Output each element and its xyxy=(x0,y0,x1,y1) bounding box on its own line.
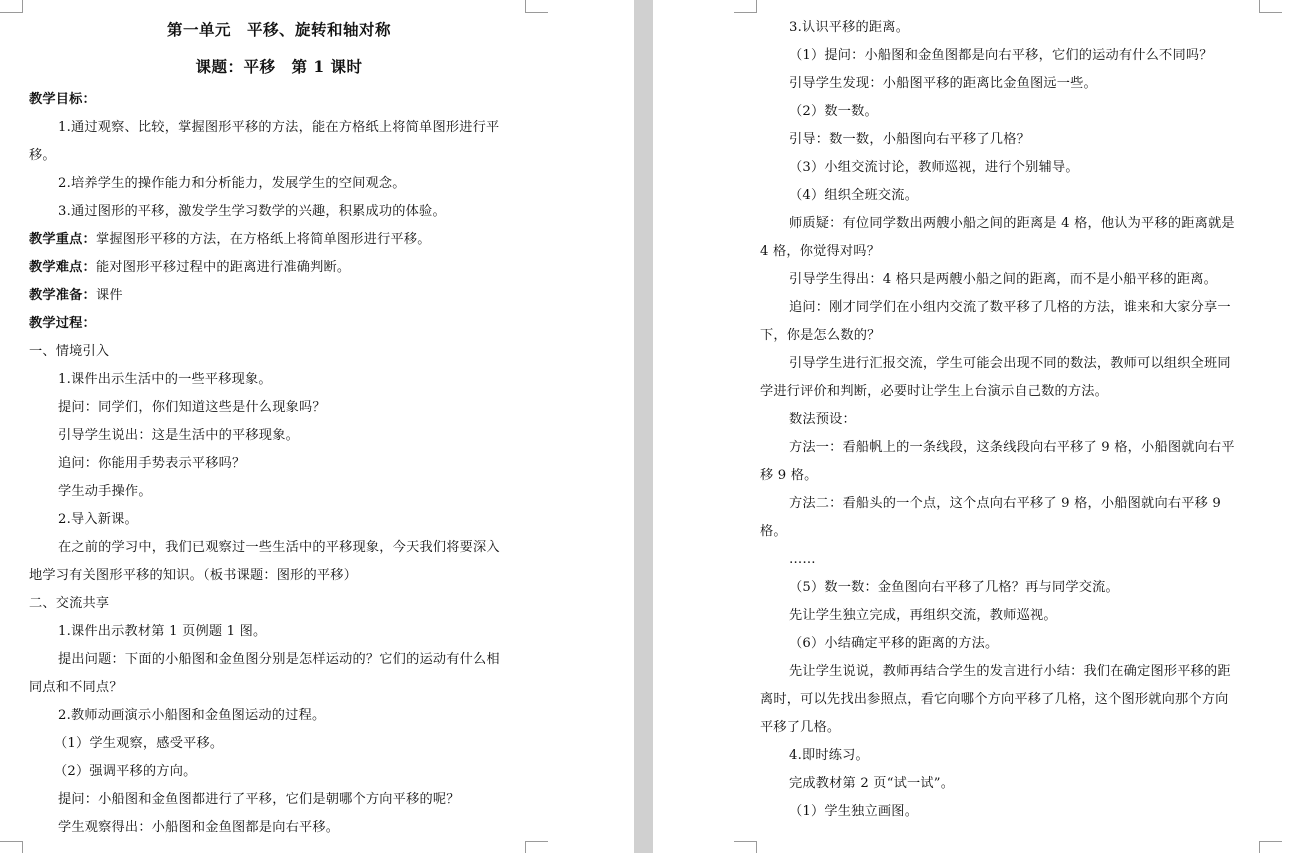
paragraph: 离时，可以先找出参照点，看它向哪个方向平移了几格，这个图形就向那个方向 xyxy=(760,692,1229,707)
paragraph: 地学习有关图形平移的知识。（板书课题：图形的平移） xyxy=(29,568,358,583)
crop-mark xyxy=(734,841,757,853)
paragraph: 2.导入新课。 xyxy=(58,512,138,527)
crop-mark xyxy=(0,841,23,853)
document-page-left xyxy=(0,0,634,853)
key-point-label: 教学重点： xyxy=(29,232,96,247)
paragraph: 先让学生独立完成，再组织交流，教师巡视。 xyxy=(789,608,1057,623)
paragraph: （5）数一数：金鱼图向右平移了几格？再与同学交流。 xyxy=(789,580,1119,595)
page-gap xyxy=(634,0,653,853)
paragraph: 在之前的学习中，我们已观察过一些生活中的平移现象，今天我们将要深入 xyxy=(58,540,500,555)
paragraph: 提出问题：下面的小船图和金鱼图分别是怎样运动的？它们的运动有什么相 xyxy=(58,652,500,667)
paragraph: 学进行评价和判断，必要时让学生上台演示自己数的方法。 xyxy=(760,384,1109,399)
crop-mark xyxy=(1259,0,1282,13)
paragraph: 2.培养学生的操作能力和分析能力，发展学生的空间观念。 xyxy=(58,176,406,191)
paragraph: 2.教师动画演示小船图和金鱼图运动的过程。 xyxy=(58,708,326,723)
key-point-text: 掌握图形平移的方法，在方格纸上将简单图形进行平移。 xyxy=(95,232,431,247)
objectives-heading: 教学目标： xyxy=(29,92,96,107)
paragraph: 格。 xyxy=(760,524,787,539)
lesson-title: 课题：平移 第 1 课时 xyxy=(195,57,363,76)
paragraph: 引导学生发现：小船图平移的距离比金鱼图远一些。 xyxy=(789,76,1097,91)
paragraph: 平移了几格。 xyxy=(760,720,841,735)
section-heading: 一、情境引入 xyxy=(29,344,110,359)
paragraph: 移。 xyxy=(29,148,56,163)
paragraph: 1.课件出示生活中的一些平移现象。 xyxy=(58,372,272,387)
paragraph: 先让学生说说，教师再结合学生的发言进行小结：我们在确定图形平移的距 xyxy=(789,664,1231,679)
paragraph: 3.认识平移的距离。 xyxy=(789,20,910,35)
paragraph: （6）小结确定平移的距离的方法。 xyxy=(789,636,999,651)
paragraph: 完成教材第 2 页“试一试”。 xyxy=(789,776,955,791)
crop-mark xyxy=(525,841,548,853)
paragraph: 学生观察得出：小船图和金鱼图都是向右平移。 xyxy=(58,820,340,835)
paragraph: 引导：数一数，小船图向右平移了几格？ xyxy=(789,132,1030,147)
preparation xyxy=(29,282,634,310)
paragraph: 数法预设： xyxy=(789,412,856,427)
crop-mark xyxy=(734,0,757,13)
unit-title: 第一单元 平移、旋转和轴对称 xyxy=(166,20,391,39)
paragraph: 移 9 格。 xyxy=(760,468,818,483)
section-heading: 二、交流共享 xyxy=(29,596,110,611)
paragraph: 4.即时练习。 xyxy=(789,748,869,763)
paragraph: …… xyxy=(789,552,816,567)
paragraph: （1）提问：小船图和金鱼图都是向右平移，它们的运动有什么不同吗？ xyxy=(789,48,1213,63)
prep-label: 教学准备： xyxy=(29,288,96,303)
prep-text: 课件 xyxy=(95,288,123,303)
crop-mark xyxy=(525,0,548,13)
paragraph: （3）小组交流讨论，教师巡视，进行个别辅导。 xyxy=(789,160,1079,175)
key-point xyxy=(29,226,634,254)
paragraph: 师质疑：有位同学数出两艘小船之间的距离是 4 格，他认为平移的距离就是 xyxy=(789,216,1235,231)
paragraph: 同点和不同点？ xyxy=(29,680,123,695)
paragraph: （1）学生独立画图。 xyxy=(789,804,919,819)
paragraph: 学生动手操作。 xyxy=(58,484,152,499)
paragraph: 1.通过观察、比较，掌握图形平移的方法，能在方格纸上将简单图形进行平 xyxy=(58,120,500,135)
document-page-right xyxy=(653,0,1291,853)
difficulty xyxy=(29,254,634,282)
paragraph: （2）数一数。 xyxy=(789,104,878,119)
difficulty-label: 教学难点： xyxy=(29,260,96,275)
crop-mark xyxy=(1259,841,1282,853)
paragraph: 下，你是怎么数的？ xyxy=(760,328,881,343)
difficulty-text: 能对图形平移过程中的距离进行准确判断。 xyxy=(95,260,351,275)
paragraph: （1）学生观察，感受平移。 xyxy=(54,736,224,751)
paragraph: 引导学生说出：这是生活中的平移现象。 xyxy=(58,428,299,443)
paragraph: 提问：同学们，你们知道这些是什么现象吗？ xyxy=(58,400,326,415)
paragraph: （4）组织全班交流。 xyxy=(789,188,919,203)
paragraph: 1.课件出示教材第 1 页例题 1 图。 xyxy=(58,624,267,639)
paragraph: 追问：刚才同学们在小组内交流了数平移了几格的方法，谁来和大家分享一 xyxy=(789,300,1231,315)
paragraph: 追问：你能用手势表示平移吗？ xyxy=(58,456,246,471)
process-heading: 教学过程： xyxy=(29,316,96,331)
paragraph: 3.通过图形的平移，激发学生学习数学的兴趣，积累成功的体验。 xyxy=(58,204,446,219)
paragraph: 方法一：看船帆上的一条线段，这条线段向右平移了 9 格，小船图就向右平 xyxy=(789,440,1235,455)
paragraph: 方法二：看船头的一个点，这个点向右平移了 9 格，小船图就向右平移 9 xyxy=(789,496,1221,511)
paragraph: 4 格，你觉得对吗？ xyxy=(760,244,881,259)
paragraph: 引导学生得出：4 格只是两艘小船之间的距离，而不是小船平移的距离。 xyxy=(789,272,1217,287)
paragraph: （2）强调平移的方向。 xyxy=(54,764,197,779)
crop-mark xyxy=(0,0,23,13)
paragraph: 引导学生进行汇报交流，学生可能会出现不同的数法，教师可以组织全班同 xyxy=(789,356,1231,371)
paragraph: 提问：小船图和金鱼图都进行了平移，它们是朝哪个方向平移的呢？ xyxy=(58,792,460,807)
